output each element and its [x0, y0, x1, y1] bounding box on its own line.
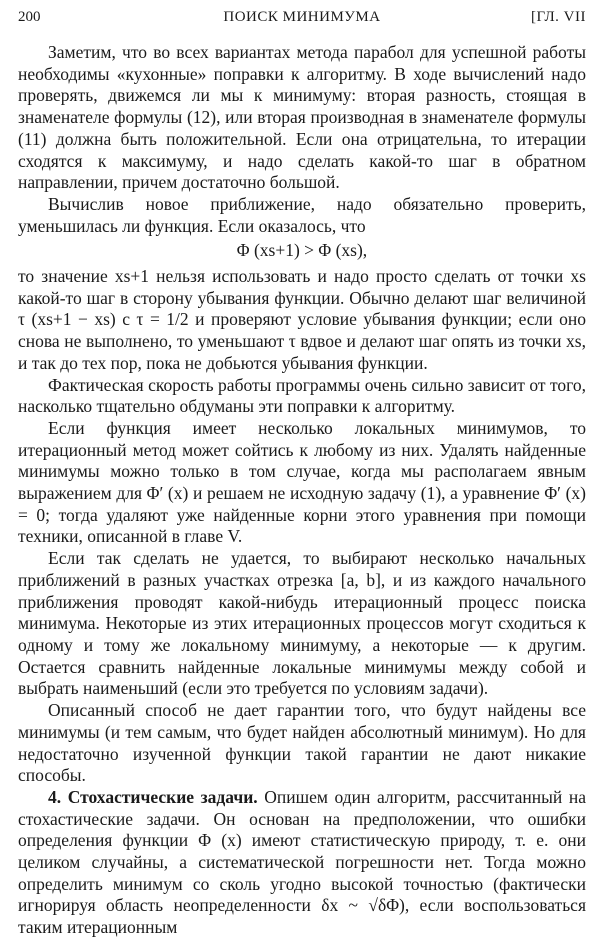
- section-paragraph: [18, 787, 586, 939]
- page-number: 200: [18, 9, 41, 25]
- paragraph: Если функция имеет несколько локальных минимумов, то итерационный метод может сойтись к любому из них. Удалять найденные минимумы можно только в том случае, когда мы располагаем явным выражением для Φ′ (x) и решаем не исходную задачу (1), а уравнение Φ′ (x) = 0; тогда удаляют уже найденные корни этого уравнения при помощи техники, описанной в главе V.: [18, 417, 586, 547]
- section-heading: 4. Стохастические задачи.: [48, 786, 258, 807]
- display-formula: Φ (xs+1) > Φ (xs),: [236, 240, 368, 261]
- paragraph: Фактическая скорость работы программы очень сильно зависит от того, насколько тщательно обдуманы эти поправки к алгоритму.: [18, 374, 586, 417]
- paragraph: Если так сделать не удается, то выбирают несколько начальных приближений в разных участках отрезка [a, b], и из каждого начального приближения проводят какой-нибудь итерационный процесс поиска минимума. Некоторые из этих итерационных процессов могут сходиться к одному и тому же локальному минимуму, а некоторые — к другим. Остается сравнить найденные локальные минимумы между собой и выбрать наименьший (если это требуется по условиям задачи).: [18, 548, 586, 699]
- chapter-label: [ГЛ. VII: [530, 9, 586, 25]
- paragraph: то значение xs+1 нельзя использовать и надо просто сделать от точки xs какой-то шаг в сторону убывания функции. Обычно делают шаг величиной τ (xs+1 − xs) с τ = 1/2 и проверяют условие убывания функции; если оно снова не выполнено, то уменьшают τ вдвое и делают шаг опять из точки xs, и так до тех пор, пока не добьются убывания функции.: [18, 266, 586, 373]
- section-text: Опишем один алгоритм, рассчитанный на стохастические задачи. Он основан на предположении, что ошибки определения функции Φ (x) имеют статистическую природу, т. е. они целиком случайны, а систематической погрешности нет. Тогда можно определить минимум со сколь угодно высокой точностью (фактически игнорируя область неопределенности δx ~ √δΦ), если воспользоваться таким итерационным: [18, 786, 586, 938]
- running-header: [18, 6, 586, 28]
- paragraph: Описанный способ не дает гарантии того, что будут найдены все минимумы (и тем самым, что будет найден абсолютный минимум). Но для недостаточно изученной функции такой гарантии не дают никакие способы.: [18, 700, 586, 786]
- paragraph: Заметим, что во всех вариантах метода парабол для успешной работы необходимы «кухонные» поправки к алгоритму. В ходе вычислений надо проверять, движемся ли мы к минимуму: вторая разность, стоящая в знаменателе формулы (12), или вторая производная в знаменателе формулы (11) должна быть положительной. Если она отрицательна, то итерации сходятся к максимуму, и надо сделать какой-то шаг в обратном направлении, причем достаточно большой.: [18, 42, 586, 193]
- paragraph: Вычислив новое приближение, надо обязательно проверить, уменьшилась ли функция. Если оказалось, что: [18, 193, 586, 236]
- book-page: [18, 6, 586, 939]
- page-body: [18, 42, 586, 939]
- running-title: ПОИСК МИНИМУМА: [223, 9, 381, 25]
